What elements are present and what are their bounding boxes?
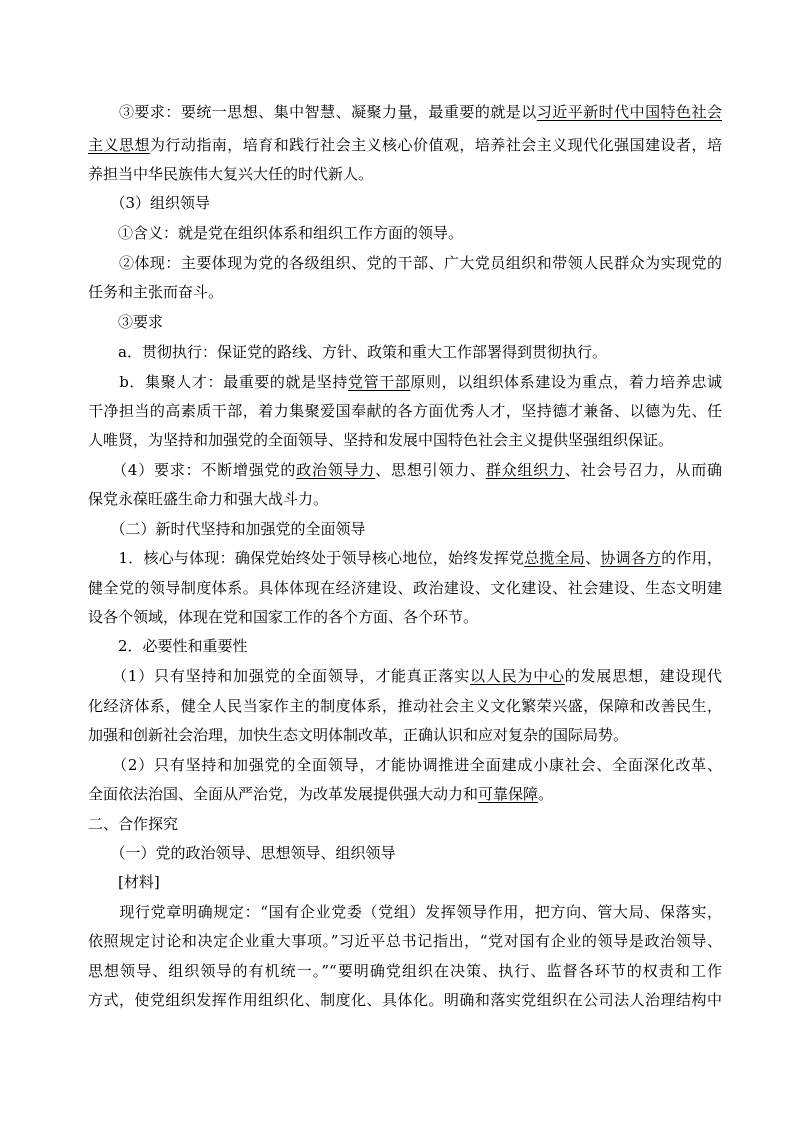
section-heading (88, 514, 722, 544)
text-line (88, 484, 722, 514)
text-span: 二、合作探究 (88, 815, 179, 833)
text-span: ①含义：就是党在组织体系和组织工作方面的领导。 (88, 224, 464, 242)
text-span: 、 (585, 549, 601, 567)
text-line (88, 720, 722, 750)
underlined-term: 主义思想 (88, 136, 150, 154)
underlined-term: 政治领导力 (296, 461, 376, 479)
text-line (88, 455, 722, 485)
text-span: 思想领导、组织领导的有机统一。”“要明确党组织在决策、执行、监督各环节的权责和工作 (88, 962, 722, 980)
underlined-term: 群众组织力 (485, 461, 565, 479)
section-heading (88, 307, 722, 337)
underlined-term: 总揽全局 (524, 549, 586, 567)
text-span: 2．必要性和重要性 (88, 637, 248, 655)
text-span: ③要求：要统一思想、集中智慧、凝聚力量，最重要的就是以 (88, 103, 537, 121)
text-line (88, 956, 722, 986)
text-span: ②体现：主要体现为党的各级组织、党的干部、广大党员组织和带领人民群众为实现党的 (88, 254, 722, 272)
text-span: 。 (538, 785, 554, 803)
text-line (88, 159, 722, 189)
text-span: 、社会号召力，从而确 (564, 461, 722, 479)
text-span: 干净担当的高素质干部，着力集聚爱国奉献的各方面优秀人才，坚持德才兼备、以德为先、任 (88, 402, 722, 420)
text-span: 养担当中华民族伟大复兴大任的时代新人。 (88, 165, 374, 183)
text-line (88, 602, 722, 632)
text-span: 的作用， (661, 549, 722, 567)
text-span: 依照规定讨论和决定企业重大事项。”习近平总书记指出，“党对国有企业的领导是政治领导、 (88, 932, 722, 950)
text-line (88, 779, 722, 809)
text-span: 保党永葆旺盛生命力和强大战斗力。 (88, 490, 329, 508)
text-span: 的发展思想，建设现代 (564, 667, 722, 685)
text-line (88, 543, 722, 573)
text-line (88, 396, 722, 426)
text-line (88, 337, 722, 367)
section-heading (88, 188, 722, 218)
text-line (88, 248, 722, 278)
text-span: （一）党的政治领导、思想领导、组织领导 (88, 844, 396, 862)
text-span: 加强和创新社会治理，加快生态文明体制改革，正确认识和应对复杂的国际局势。 (88, 726, 629, 744)
section-heading (88, 838, 722, 868)
text-line (88, 867, 722, 897)
section-heading (88, 809, 722, 839)
underlined-term: 党管干部 (347, 373, 411, 391)
underlined-term: 以人民为中心 (470, 667, 565, 685)
text-line (88, 130, 722, 160)
text-span: 原则，以组织体系建设为重点，着力培养忠诚 (410, 373, 722, 391)
text-line (88, 750, 722, 780)
text-span: 健全党的领导制度体系。具体体现在经济建设、政治建设、文化建设、社会建设、生态文明建 (88, 579, 722, 597)
text-span: 为行动指南，培育和践行社会主义核心价值观，培养社会主义现代化强国建设者，培 (149, 136, 722, 154)
text-span: [材料] (88, 873, 160, 891)
text-span: a．贯彻执行：保证党的路线、方针、政策和重大工作部署得到贯彻执行。 (88, 343, 607, 361)
underlined-term: 协调各方 (600, 549, 662, 567)
text-line (88, 277, 722, 307)
text-span: （二）新时代坚持和加强党的全面领导 (88, 520, 366, 538)
text-span: 方式，使党组织发挥作用组织化、制度化、具体化。明确和落实党组织在公司法人治理结构中 (88, 991, 722, 1009)
text-line (88, 97, 722, 127)
text-span: b．集聚人才：最重要的就是坚持 (88, 373, 348, 391)
text-span: （3）组织领导 (88, 194, 211, 212)
text-line (88, 985, 722, 1015)
text-line (88, 897, 722, 927)
text-line (88, 367, 722, 397)
text-span: ③要求 (88, 313, 164, 331)
text-span: 设各个领域，体现在党和国家工作的各个方面、各个环节。 (88, 608, 479, 626)
text-span: 、思想引领力、 (375, 461, 486, 479)
text-line (88, 573, 722, 603)
underlined-term: 习近平新时代中国特色社会 (536, 103, 722, 121)
text-span: （4）要求：不断增强党的 (88, 461, 297, 479)
text-line (88, 661, 722, 691)
section-heading (88, 631, 722, 661)
text-line (88, 425, 722, 455)
text-span: 1．核心与体现：确保党始终处于领导核心地位，始终发挥党 (88, 549, 525, 567)
text-line (88, 926, 722, 956)
text-span: 全面依法治国、全面从严治党，为改革发展提供强大动力和 (88, 785, 479, 803)
text-span: 任务和主张而奋斗。 (88, 283, 224, 301)
text-span: 化经济体系，健全人民当家作主的制度体系，推动社会主义文化繁荣兴盛，保障和改善民生， (88, 697, 722, 715)
text-span: （1）只有坚持和加强党的全面领导，才能真正落实 (88, 667, 470, 685)
text-line (88, 691, 722, 721)
text-span: （2）只有坚持和加强党的全面领导，才能协调推进全面建成小康社会、全面深化改革、 (88, 756, 722, 774)
text-span: 现行党章明确规定：“国有企业党委（党组）发挥领导作用，把方向、管大局、保落实， (88, 903, 722, 921)
text-span: 人唯贤，为坚持和加强党的全面领导、坚持和发展中国特色社会主义提供坚强组织保证。 (88, 431, 674, 449)
text-line (88, 218, 722, 248)
underlined-term: 可靠保障 (478, 785, 539, 803)
